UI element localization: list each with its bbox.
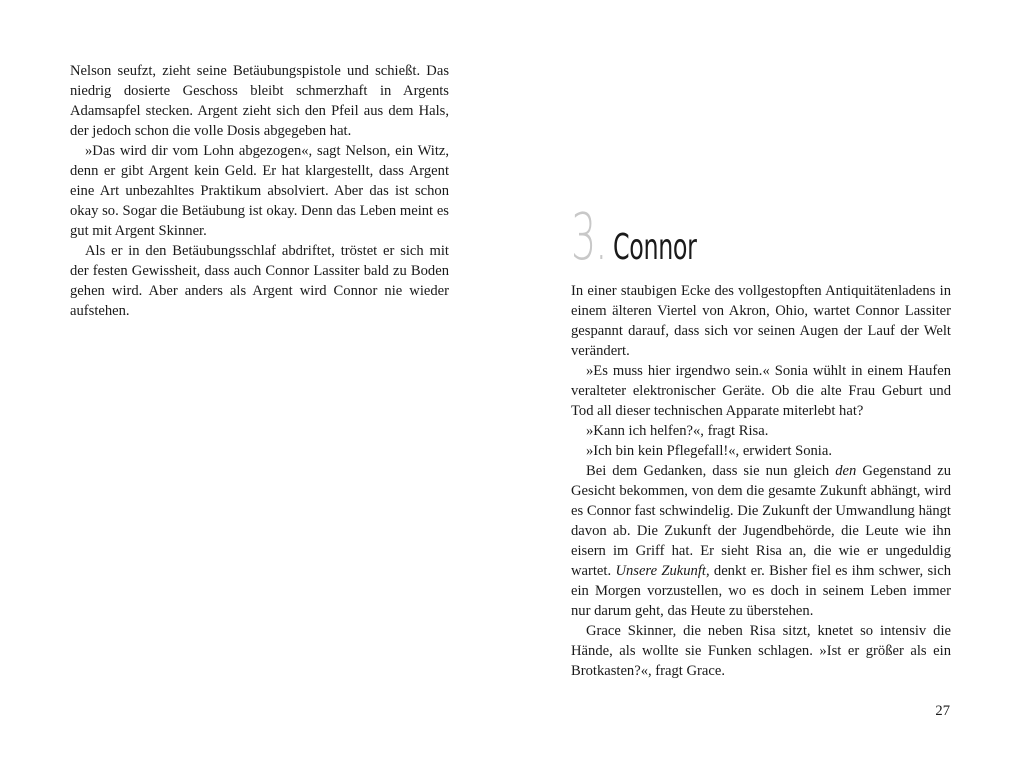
emphasis-unsere-zukunft: Unsere Zukunft [615,563,706,579]
right-paragraph-5 [571,461,951,621]
right-paragraph-6: Grace Skinner, die neben Risa sitzt, knetet so intensiv die Hände, als wollte sie Funken schlagen. »Ist er größer als ein Brotkasten?«, fragt Grace. [571,623,951,679]
left-paragraph-1: Nelson seufzt, zieht seine Betäubungspistole und schießt. Das niedrig dosierte Geschoss bleibt schmerzhaft in Argents Adamsapfel stecken. Argent zieht sich den Pfeil aus dem Hals, der jedoch schon die volle Dosis abgegeben hat. [70,63,449,139]
chapter-number: 3. [571,201,607,275]
right-paragraph-4: »Ich bin kein Pflegefall!«, erwidert Sonia. [586,443,832,459]
left-paragraph-2: »Das wird dir vom Lohn abgezogen«, sagt Nelson, ein Witz, denn er gibt Argent kein Geld. Er hat klargestellt, dass Argent eine Art unbezahltes Praktikum absolviert. Aber das ist schon okay so. Sogar die Betäubung ist okay. Denn das Leben meint es gut mit Argent Skinner. [70,143,449,239]
right-paragraph-1: In einer staubigen Ecke des vollgestopften Antiquitätenladens in einem älteren Viertel von Akron, Ohio, wartet Connor Lassiter gespannt darauf, dass sich vor seinen Augen der Lauf der Welt verändert. [571,283,951,359]
right-paragraph-3: »Kann ich helfen?«, fragt Risa. [586,423,769,439]
emphasis-den: den [835,463,857,479]
paragraph-5-part-3: , denkt er. Bisher fiel es ihm schwer, sich ein Morgen vorzustellen, wo es doch in seinem Leben immer nur darum geht, das Heute zu überstehen. [571,563,952,619]
left-page-text [70,61,449,321]
right-page-text [571,281,951,681]
left-paragraph-3: Als er in den Betäubungsschlaf abdriftet, tröstet er sich mit der festen Gewissheit, dass auch Connor Lassiter bald zu Boden gehen wird. Aber anders als Argent wird Connor nie wieder aufstehen. [70,243,449,319]
chapter-title: Connor [613,227,697,268]
right-paragraph-2: »Es muss hier irgendwo sein.« Sonia wühlt in einem Haufen veralteter elektronischer Geräte. Ob die alte Frau Geburt und Tod all dieser technischen Apparate miterlebt hat? [571,363,951,419]
paragraph-5-part-2: Gegenstand zu Gesicht bekommen, von dem die gesamte Zukunft abhängt, wird es Connor fast schwindelig. Die Zukunft der Umwandlung hängt davon ab. Die Zukunft der Jugendbehörde, die Leute wie ihn eisern im Griff hat. Er sieht Risa an, die wie er ungeduldig wartet. [571,463,951,579]
right-page [510,0,1020,775]
chapter-heading [571,190,740,275]
page-number: 27 [935,703,950,719]
paragraph-5-part-1: Bei dem Gedanken, dass sie nun gleich [586,463,836,479]
